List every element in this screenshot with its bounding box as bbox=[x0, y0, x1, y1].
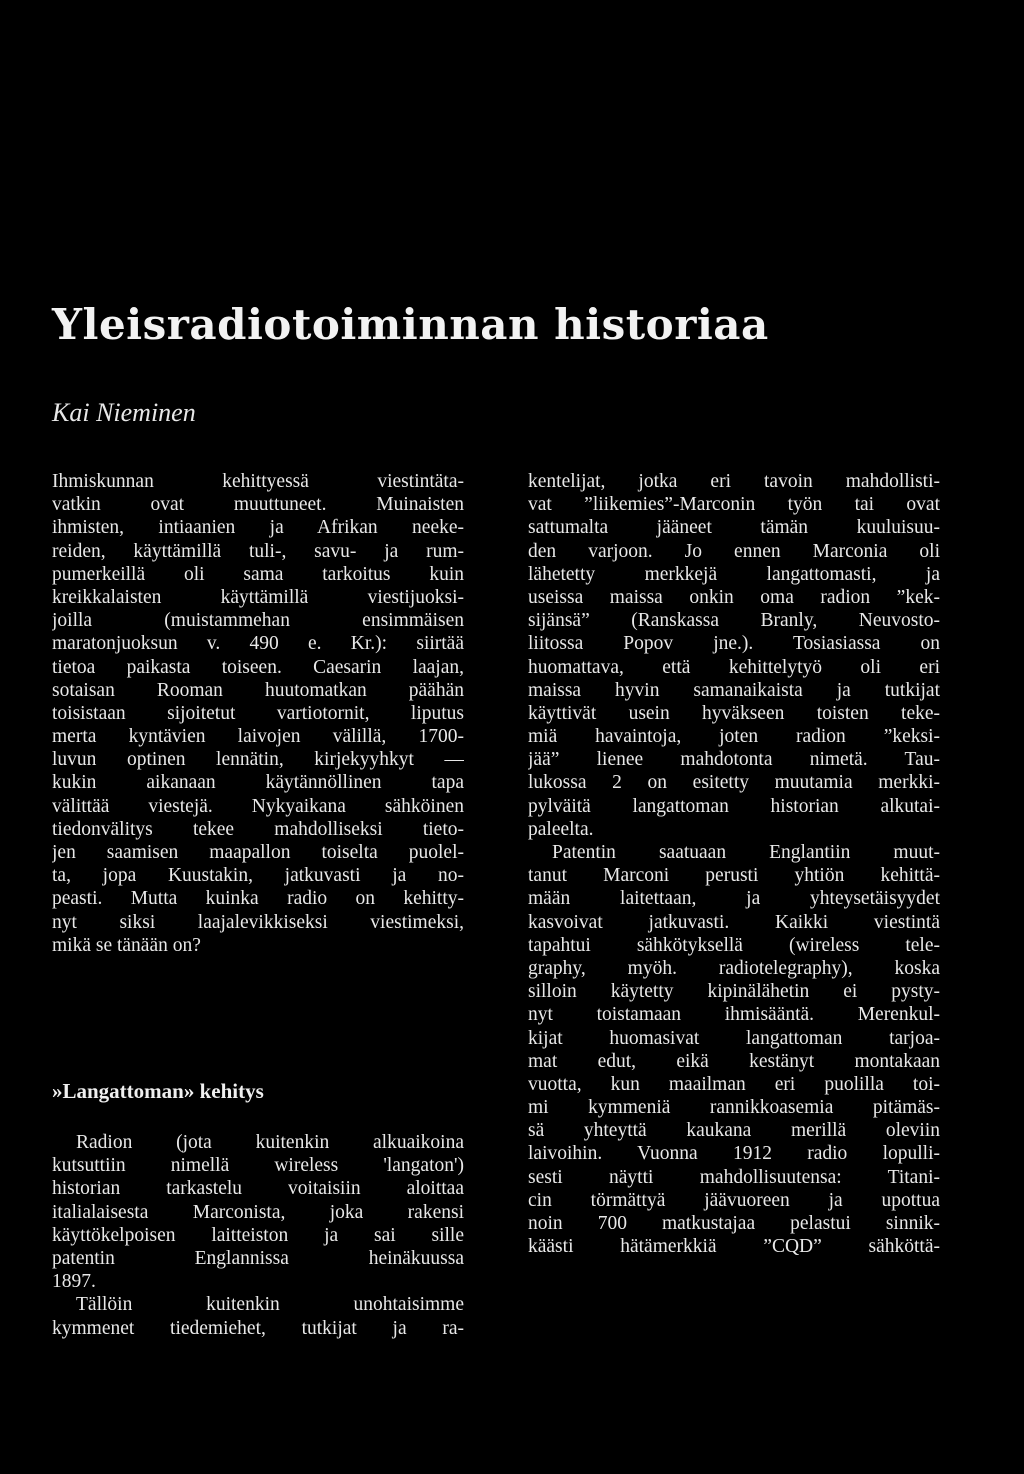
text-line: laivoihin. Vuonna 1912 radio lopulli- bbox=[528, 1143, 940, 1165]
article-author: Kai Nieminen bbox=[52, 398, 196, 427]
text-line: kukin aikanaan käytännöllinen tapa bbox=[52, 772, 464, 794]
text-line: useissa maissa onkin oma radion ”kek- bbox=[528, 586, 940, 608]
text-line: jen saamisen maapallon toiselta puolel- bbox=[52, 842, 464, 863]
text-line: 1897. bbox=[52, 1271, 96, 1293]
text-line: miä havaintoja, joten radion ”keksi- bbox=[528, 726, 940, 748]
text-line: tiedonvälitys tekee mahdolliseksi tieto- bbox=[52, 818, 464, 840]
section-heading: »Langattoman» kehitys bbox=[52, 1079, 264, 1103]
right-column bbox=[528, 470, 940, 1258]
text-line: mikä se tänään on? bbox=[52, 934, 201, 956]
text-line: maratonjuoksun v. 490 e. Kr.): siirtää bbox=[52, 633, 464, 655]
text-line: nyt siksi laajalevikkiseksi viestimeksi, bbox=[52, 911, 464, 933]
text-line: tietoa paikasta toiseen. Caesarin laajan, bbox=[52, 656, 464, 678]
text-line: vuotta, kun maailman eri puolilla toi- bbox=[528, 1073, 940, 1095]
text-line: käästi hätämerkkiä ”CQD” sähköttä- bbox=[528, 1236, 940, 1258]
article-title: Yleisradiotoiminnan historiaa bbox=[52, 300, 769, 349]
text-line: silloin käytetty kipinälähetin ei pysty- bbox=[528, 981, 940, 1003]
text-line: sotaisan Rooman huutomatkan päähän bbox=[52, 679, 464, 701]
text-line: liitossa Popov jne.). Tosiasiassa on bbox=[528, 633, 940, 655]
text-line: maissa hyvin samanaikaista ja tutkijat bbox=[528, 679, 940, 701]
text-line: sä yhteyttä kaukana merillä oleviin bbox=[528, 1120, 940, 1142]
left-column-section bbox=[52, 1131, 464, 1340]
text-line: Ihmiskunnan kehittyessä viestintäta- bbox=[52, 471, 464, 492]
text-line: patentin Englannissa heinäkuussa bbox=[52, 1247, 464, 1269]
text-line: Tällöin kuitenkin unohtaisimme bbox=[76, 1294, 464, 1316]
text-line: kutsuttiin nimellä wireless 'langaton') bbox=[52, 1155, 464, 1177]
text-line: vatkin ovat muuttuneet. Muinaisten bbox=[52, 494, 464, 516]
text-line: historian tarkastelu voitaisiin aloittaa bbox=[52, 1178, 464, 1200]
text-line: lukossa 2 on esitetty muutamia merkki- bbox=[528, 772, 940, 794]
text-line: lähetetty merkkejä langattomasti, ja bbox=[528, 563, 940, 585]
text-line: käyttökelpoisen laitteiston ja sai sille bbox=[52, 1224, 464, 1246]
text-line: joilla (muistammehan ensimmäisen bbox=[52, 610, 464, 632]
text-line: merta kyntävien laivojen välillä, 1700- bbox=[52, 726, 464, 748]
text-line: reiden, käyttämillä tuli-, savu- ja rum- bbox=[52, 540, 464, 562]
text-line: sesti näytti mahdollisuutensa: Titani- bbox=[528, 1166, 940, 1188]
text-line: ihmisten, intiaanien ja Afrikan neeke- bbox=[52, 517, 464, 539]
text-line: nyt toistamaan ihmisääntä. Merenkul- bbox=[528, 1004, 940, 1026]
text-line: Patentin saatuaan Englantiin muut- bbox=[552, 842, 940, 863]
text-line: välittää viestejä. Nykyaikana sähköinen bbox=[52, 795, 464, 817]
text-line: cin törmättyä jäävuoreen ja upottua bbox=[528, 1189, 940, 1211]
text-line: Radion (jota kuitenkin alkuaikoina bbox=[76, 1132, 464, 1153]
text-line: kijat huomasivat langattoman tarjoa- bbox=[528, 1027, 940, 1049]
text-line: tanut Marconi perusti yhtiön kehittä- bbox=[528, 865, 940, 887]
text-line: sijänsä” (Ranskassa Branly, Neuvosto- bbox=[528, 610, 940, 632]
text-line: toisistaan sijoitetut vartiotornit, liputus bbox=[52, 702, 464, 724]
text-line: ta, jopa Kuustakin, jatkuvasti ja no- bbox=[52, 865, 464, 887]
text-line: sattumalta jääneet tämän kuuluisuu- bbox=[528, 517, 940, 539]
text-line: italialaisesta Marconista, joka rakensi bbox=[52, 1201, 464, 1223]
text-line: pylväitä langattoman historian alkutai- bbox=[528, 795, 940, 817]
text-line: mat edut, eikä kestänyt montakaan bbox=[528, 1050, 940, 1072]
text-line: paleelta. bbox=[528, 818, 594, 840]
text-line: kasvoivat jatkuvasti. Kaikki viestintä bbox=[528, 911, 940, 933]
text-line: käyttivät usein hyväkseen toisten teke- bbox=[528, 702, 940, 724]
text-line: huomattava, että kehittelytyö oli eri bbox=[528, 656, 940, 678]
text-line: vat ”liikemies”-Marconin työn tai ovat bbox=[528, 494, 940, 516]
text-line: tapahtui sähkötyksellä (wireless tele- bbox=[528, 934, 940, 956]
text-line: luvun optinen lennätin, kirjekyyhkyt — bbox=[52, 749, 464, 771]
text-line: noin 700 matkustajaa pelastui sinnik- bbox=[528, 1213, 940, 1234]
text-line: mään laitettaan, ja yhteysetäisyydet bbox=[528, 888, 940, 910]
text-line: kentelijat, jotka eri tavoin mahdollisti- bbox=[528, 471, 940, 492]
text-line: den varjoon. Jo ennen Marconia oli bbox=[528, 540, 940, 562]
text-line: mi kymmeniä rannikkoasemia pitämäs- bbox=[528, 1097, 940, 1119]
text-line: pumerkeillä oli sama tarkoitus kuin bbox=[52, 563, 464, 585]
text-line: graphy, myöh. radiotelegraphy), koska bbox=[528, 957, 940, 979]
text-line: peasti. Mutta kuinka radio on kehitty- bbox=[52, 888, 464, 910]
text-line: kymmenet tiedemiehet, tutkijat ja ra- bbox=[52, 1317, 464, 1339]
text-line: jää” lienee mahdotonta nimetä. Tau- bbox=[528, 749, 940, 771]
text-line: kreikkalaisten käyttämillä viestijuoksi- bbox=[52, 586, 464, 608]
left-column-intro bbox=[52, 470, 464, 957]
